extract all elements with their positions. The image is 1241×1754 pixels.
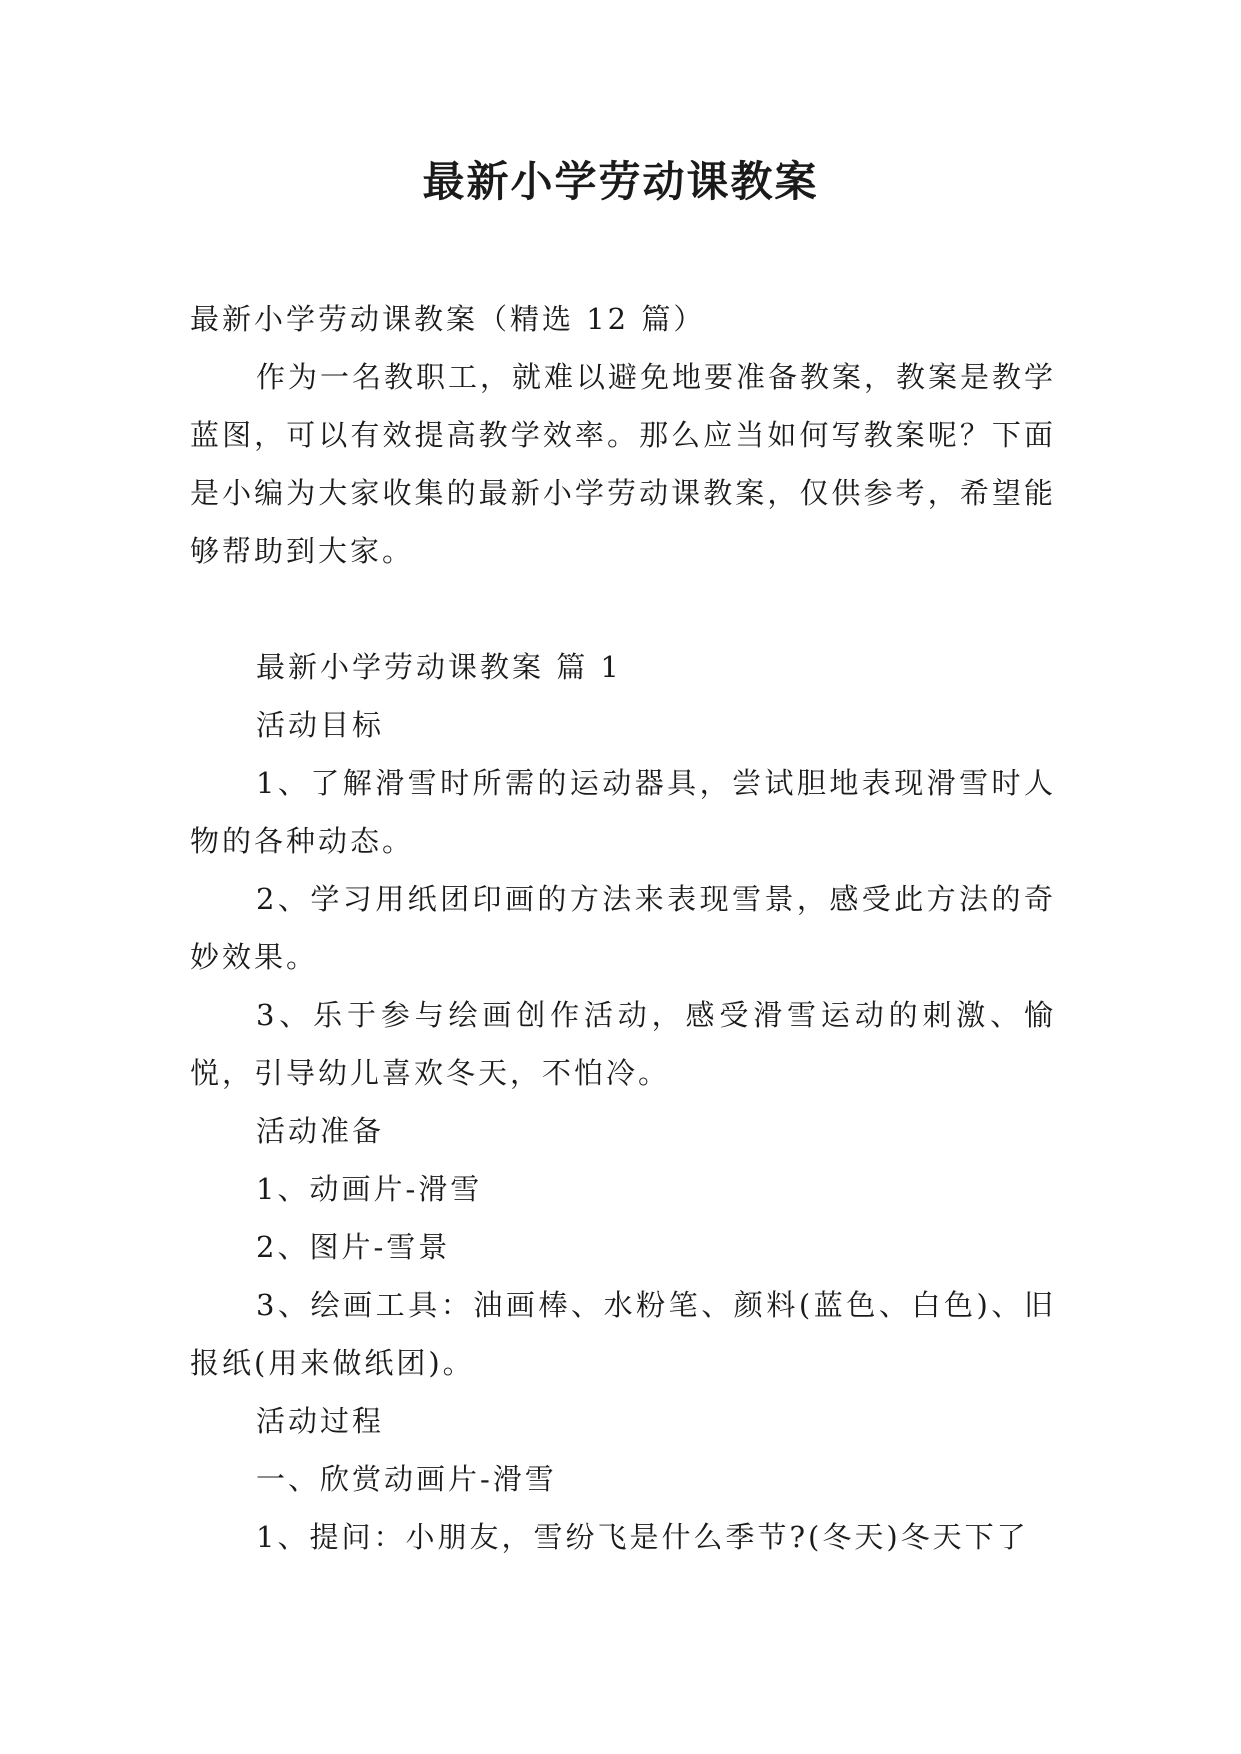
- document-subtitle: 最新小学劳动课教案（精选 12 篇）: [190, 302, 706, 336]
- prep-item-3: 3、绘画工具：油画棒、水粉笔、颜料(蓝色、白色)、旧报纸(用来做纸团)。: [190, 1288, 1056, 1380]
- prep-item-2: 2、图片-雪景: [256, 1230, 451, 1264]
- goal-item-1: 1、了解滑雪时所需的运动器具，尝试胆地表现滑雪时人物的各种动态。: [190, 766, 1056, 858]
- process-question-1: 1、提问：小朋友，雪纷飞是什么季节?(冬天)冬天下了: [256, 1520, 1029, 1554]
- process-step-1: 一、欣赏动画片-滑雪: [256, 1462, 557, 1496]
- goals-heading: 活动目标: [256, 708, 385, 742]
- intro-paragraph: 作为一名教职工，就难以避免地要准备教案，教案是教学蓝图，可以有效提高教学效率。那么应当如何写教案呢？下面是小编为大家收集的最新小学劳动课教案，仅供参考，希望能够帮助到大家。: [190, 360, 1057, 568]
- paragraph-spacer: [190, 580, 1056, 638]
- process-heading: 活动过程: [256, 1404, 385, 1438]
- goal-item-3: 3、乐于参与绘画创作活动，感受滑雪运动的刺激、愉悦，引导幼儿喜欢冬天，不怕冷。: [190, 998, 1056, 1090]
- prep-heading: 活动准备: [256, 1114, 385, 1148]
- document-body: [190, 290, 1056, 1566]
- document-title: 最新小学劳动课教案: [422, 157, 819, 206]
- prep-item-1: 1、动画片-滑雪: [256, 1172, 483, 1206]
- section-heading: 最新小学劳动课教案 篇 1: [256, 650, 622, 684]
- goal-item-2: 2、学习用纸团印画的方法来表现雪景，感受此方法的奇妙效果。: [190, 882, 1056, 974]
